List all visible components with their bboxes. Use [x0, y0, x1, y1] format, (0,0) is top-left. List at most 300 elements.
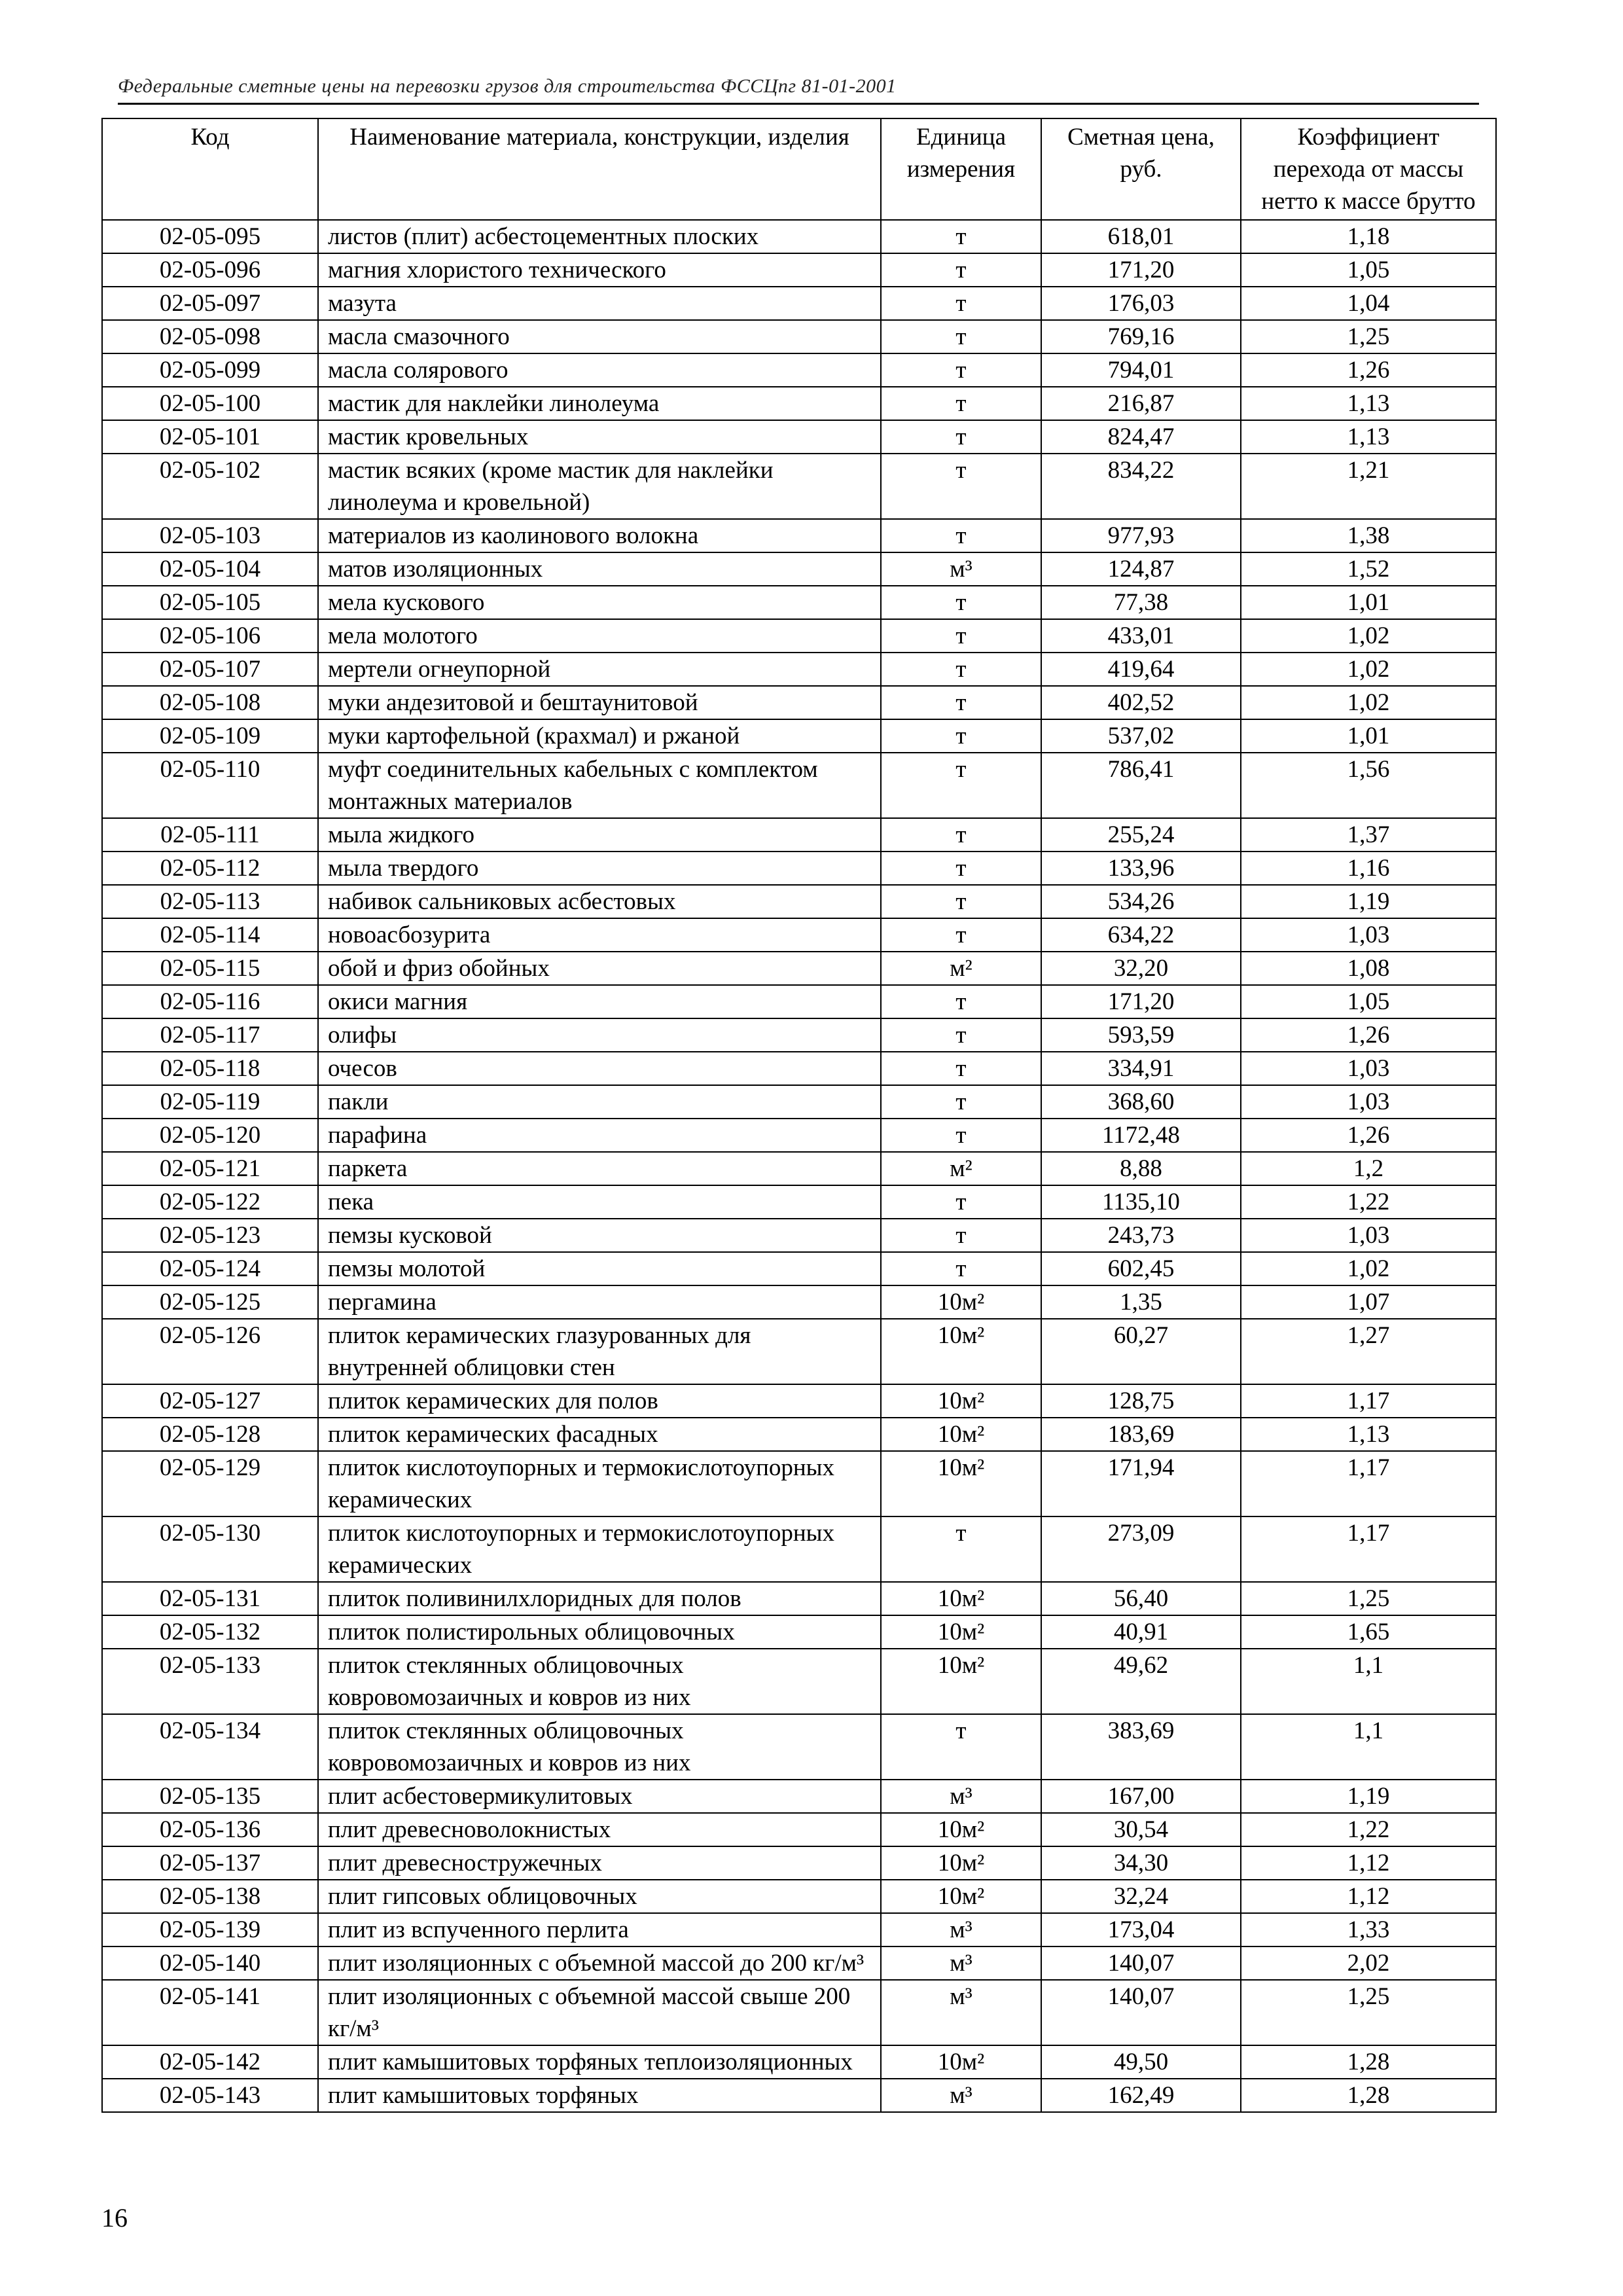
coefficient-cell: 2,02 — [1241, 1946, 1496, 1980]
price-table — [101, 118, 1497, 2113]
code-cell: 02-05-119 — [102, 1085, 318, 1119]
price-cell: 1135,10 — [1041, 1185, 1241, 1219]
price-cell: 34,30 — [1041, 1846, 1241, 1880]
coefficient-cell: 1,01 — [1241, 719, 1496, 753]
table-row — [102, 1615, 1496, 1649]
price-cell: 602,45 — [1041, 1252, 1241, 1285]
price-cell: 794,01 — [1041, 353, 1241, 387]
code-cell: 02-05-127 — [102, 1384, 318, 1418]
table-row — [102, 753, 1496, 818]
price-cell: 977,93 — [1041, 519, 1241, 552]
code-cell: 02-05-098 — [102, 320, 318, 353]
coefficient-cell: 1,17 — [1241, 1516, 1496, 1582]
table-row — [102, 287, 1496, 320]
name-cell: плит камышитовых торфяных теплоизоляционных — [318, 2045, 881, 2079]
code-cell: 02-05-115 — [102, 952, 318, 985]
code-cell: 02-05-124 — [102, 1252, 318, 1285]
unit-cell: м³ — [881, 1913, 1041, 1946]
name-cell: плит изоляционных с объемной массой свыше 200 кг/м³ — [318, 1980, 881, 2045]
price-cell: 32,20 — [1041, 952, 1241, 985]
code-cell: 02-05-123 — [102, 1219, 318, 1252]
table-row — [102, 519, 1496, 552]
table-row — [102, 1219, 1496, 1252]
name-cell: окиси магния — [318, 985, 881, 1018]
unit-cell: 10м² — [881, 1582, 1041, 1615]
price-cell: 49,62 — [1041, 1649, 1241, 1714]
column-header-code: Код — [102, 118, 318, 220]
code-cell: 02-05-140 — [102, 1946, 318, 1980]
table-row — [102, 586, 1496, 619]
name-cell: муки андезитовой и бештаунитовой — [318, 686, 881, 719]
coefficient-cell: 1,25 — [1241, 1582, 1496, 1615]
column-header-coefficient: Коэффициент перехода от массы нетто к массе брутто — [1241, 118, 1496, 220]
code-cell: 02-05-122 — [102, 1185, 318, 1219]
coefficient-cell: 1,02 — [1241, 619, 1496, 653]
unit-cell: т — [881, 519, 1041, 552]
name-cell: мазута — [318, 287, 881, 320]
price-cell: 618,01 — [1041, 220, 1241, 253]
code-cell: 02-05-106 — [102, 619, 318, 653]
unit-cell: т — [881, 1119, 1041, 1152]
coefficient-cell: 1,52 — [1241, 552, 1496, 586]
name-cell: плит гипсовых облицовочных — [318, 1880, 881, 1913]
code-cell: 02-05-100 — [102, 387, 318, 420]
name-cell: плиток кислотоупорных и термокислотоупорных керамических — [318, 1451, 881, 1516]
code-cell: 02-05-108 — [102, 686, 318, 719]
name-cell: масла смазочного — [318, 320, 881, 353]
code-cell: 02-05-102 — [102, 454, 318, 519]
unit-cell: т — [881, 653, 1041, 686]
price-cell: 534,26 — [1041, 885, 1241, 918]
name-cell: обой и фриз обойных — [318, 952, 881, 985]
table-row — [102, 1714, 1496, 1780]
coefficient-cell: 1,03 — [1241, 1085, 1496, 1119]
unit-cell: т — [881, 1018, 1041, 1052]
table-row — [102, 1813, 1496, 1846]
code-cell: 02-05-143 — [102, 2079, 318, 2112]
unit-cell: т — [881, 1052, 1041, 1085]
table-row — [102, 1582, 1496, 1615]
price-cell: 273,09 — [1041, 1516, 1241, 1582]
coefficient-cell: 1,13 — [1241, 387, 1496, 420]
table-row — [102, 1319, 1496, 1384]
code-cell: 02-05-111 — [102, 818, 318, 852]
table-row — [102, 918, 1496, 952]
unit-cell: м³ — [881, 1780, 1041, 1813]
name-cell: новоасбозурита — [318, 918, 881, 952]
code-cell: 02-05-133 — [102, 1649, 318, 1714]
unit-cell: 10м² — [881, 2045, 1041, 2079]
table-row — [102, 1018, 1496, 1052]
price-cell: 30,54 — [1041, 1813, 1241, 1846]
unit-cell: м³ — [881, 1946, 1041, 1980]
price-cell: 171,20 — [1041, 253, 1241, 287]
table-row — [102, 719, 1496, 753]
code-cell: 02-05-103 — [102, 519, 318, 552]
unit-cell: 10м² — [881, 1615, 1041, 1649]
name-cell: пека — [318, 1185, 881, 1219]
coefficient-cell: 1,27 — [1241, 1319, 1496, 1384]
table-row — [102, 1780, 1496, 1813]
coefficient-cell: 1,26 — [1241, 1018, 1496, 1052]
price-cell: 1,35 — [1041, 1285, 1241, 1319]
coefficient-cell: 1,03 — [1241, 1052, 1496, 1085]
unit-cell: т — [881, 619, 1041, 653]
price-cell: 171,94 — [1041, 1451, 1241, 1516]
name-cell: плиток керамических глазурованных для внутренней облицовки стен — [318, 1319, 881, 1384]
price-cell: 183,69 — [1041, 1418, 1241, 1451]
code-cell: 02-05-121 — [102, 1152, 318, 1185]
coefficient-cell: 1,12 — [1241, 1880, 1496, 1913]
coefficient-cell: 1,02 — [1241, 686, 1496, 719]
coefficient-cell: 1,12 — [1241, 1846, 1496, 1880]
unit-cell: 10м² — [881, 1384, 1041, 1418]
price-cell: 824,47 — [1041, 420, 1241, 454]
price-cell: 433,01 — [1041, 619, 1241, 653]
unit-cell: т — [881, 320, 1041, 353]
page-number: 16 — [101, 2203, 128, 2233]
name-cell: плит древесноволокнистых — [318, 1813, 881, 1846]
unit-cell: т — [881, 586, 1041, 619]
code-cell: 02-05-116 — [102, 985, 318, 1018]
coefficient-cell: 1,17 — [1241, 1384, 1496, 1418]
price-cell: 593,59 — [1041, 1018, 1241, 1052]
unit-cell: т — [881, 1085, 1041, 1119]
table-row — [102, 885, 1496, 918]
code-cell: 02-05-130 — [102, 1516, 318, 1582]
code-cell: 02-05-125 — [102, 1285, 318, 1319]
price-cell: 786,41 — [1041, 753, 1241, 818]
code-cell: 02-05-120 — [102, 1119, 318, 1152]
price-cell: 49,50 — [1041, 2045, 1241, 2079]
price-cell: 60,27 — [1041, 1319, 1241, 1384]
code-cell: 02-05-114 — [102, 918, 318, 952]
code-cell: 02-05-137 — [102, 1846, 318, 1880]
coefficient-cell: 1,03 — [1241, 918, 1496, 952]
table-row — [102, 1946, 1496, 1980]
price-cell: 171,20 — [1041, 985, 1241, 1018]
unit-cell: т — [881, 1516, 1041, 1582]
table-row — [102, 320, 1496, 353]
price-cell: 56,40 — [1041, 1582, 1241, 1615]
unit-cell: м² — [881, 1152, 1041, 1185]
unit-cell: 10м² — [881, 1813, 1041, 1846]
name-cell: муки картофельной (крахмал) и ржаной — [318, 719, 881, 753]
coefficient-cell: 1,13 — [1241, 1418, 1496, 1451]
price-cell: 255,24 — [1041, 818, 1241, 852]
unit-cell: т — [881, 387, 1041, 420]
table-row — [102, 1980, 1496, 2045]
table-row — [102, 1185, 1496, 1219]
table-row — [102, 653, 1496, 686]
name-cell: плит камышитовых торфяных — [318, 2079, 881, 2112]
price-cell: 634,22 — [1041, 918, 1241, 952]
code-cell: 02-05-134 — [102, 1714, 318, 1780]
table-row — [102, 220, 1496, 253]
code-cell: 02-05-099 — [102, 353, 318, 387]
code-cell: 02-05-117 — [102, 1018, 318, 1052]
coefficient-cell: 1,22 — [1241, 1185, 1496, 1219]
coefficient-cell: 1,19 — [1241, 885, 1496, 918]
unit-cell: т — [881, 985, 1041, 1018]
unit-cell: т — [881, 420, 1041, 454]
code-cell: 02-05-138 — [102, 1880, 318, 1913]
price-cell: 128,75 — [1041, 1384, 1241, 1418]
running-header: Федеральные сметные цены на перевозки грузов для строительства ФССЦпг 81-01-2001 — [118, 75, 897, 97]
table-row — [102, 2079, 1496, 2112]
table-row — [102, 420, 1496, 454]
unit-cell: т — [881, 1219, 1041, 1252]
code-cell: 02-05-139 — [102, 1913, 318, 1946]
unit-cell: м³ — [881, 552, 1041, 586]
table-row — [102, 1451, 1496, 1516]
name-cell: мертели огнеупорной — [318, 653, 881, 686]
code-cell: 02-05-105 — [102, 586, 318, 619]
name-cell: мела молотого — [318, 619, 881, 653]
coefficient-cell: 1,33 — [1241, 1913, 1496, 1946]
column-header-unit: Единица измерения — [881, 118, 1041, 220]
coefficient-cell: 1,2 — [1241, 1152, 1496, 1185]
unit-cell: т — [881, 253, 1041, 287]
coefficient-cell: 1,25 — [1241, 1980, 1496, 2045]
price-cell: 40,91 — [1041, 1615, 1241, 1649]
unit-cell: 10м² — [881, 1285, 1041, 1319]
unit-cell: т — [881, 719, 1041, 753]
name-cell: мела кускового — [318, 586, 881, 619]
coefficient-cell: 1,02 — [1241, 653, 1496, 686]
coefficient-cell: 1,28 — [1241, 2045, 1496, 2079]
name-cell: очесов — [318, 1052, 881, 1085]
coefficient-cell: 1,05 — [1241, 253, 1496, 287]
price-cell: 383,69 — [1041, 1714, 1241, 1780]
unit-cell: т — [881, 353, 1041, 387]
table-row — [102, 619, 1496, 653]
unit-cell: 10м² — [881, 1846, 1041, 1880]
code-cell: 02-05-142 — [102, 2045, 318, 2079]
price-cell: 769,16 — [1041, 320, 1241, 353]
unit-cell: т — [881, 287, 1041, 320]
table-row — [102, 1516, 1496, 1582]
table-row — [102, 1846, 1496, 1880]
table-row — [102, 1085, 1496, 1119]
coefficient-cell: 1,22 — [1241, 1813, 1496, 1846]
unit-cell: 10м² — [881, 1880, 1041, 1913]
table-row — [102, 1649, 1496, 1714]
unit-cell: т — [881, 885, 1041, 918]
table-row — [102, 1913, 1496, 1946]
table-row — [102, 454, 1496, 519]
table-row — [102, 1052, 1496, 1085]
name-cell: плит древесностружечных — [318, 1846, 881, 1880]
name-cell: пемзы кусковой — [318, 1219, 881, 1252]
table-row — [102, 1285, 1496, 1319]
price-cell: 162,49 — [1041, 2079, 1241, 2112]
code-cell: 02-05-107 — [102, 653, 318, 686]
code-cell: 02-05-095 — [102, 220, 318, 253]
code-cell: 02-05-113 — [102, 885, 318, 918]
table-row — [102, 2045, 1496, 2079]
code-cell: 02-05-136 — [102, 1813, 318, 1846]
price-cell: 176,03 — [1041, 287, 1241, 320]
coefficient-cell: 1,26 — [1241, 353, 1496, 387]
table-row — [102, 1119, 1496, 1152]
code-cell: 02-05-132 — [102, 1615, 318, 1649]
header-rule — [118, 103, 1479, 105]
code-cell: 02-05-118 — [102, 1052, 318, 1085]
coefficient-cell: 1,1 — [1241, 1649, 1496, 1714]
unit-cell: м³ — [881, 1980, 1041, 2045]
code-cell: 02-05-131 — [102, 1582, 318, 1615]
coefficient-cell: 1,21 — [1241, 454, 1496, 519]
coefficient-cell: 1,56 — [1241, 753, 1496, 818]
name-cell: пемзы молотой — [318, 1252, 881, 1285]
price-cell: 402,52 — [1041, 686, 1241, 719]
coefficient-cell: 1,07 — [1241, 1285, 1496, 1319]
name-cell: пакли — [318, 1085, 881, 1119]
table-row — [102, 1418, 1496, 1451]
unit-cell: 10м² — [881, 1319, 1041, 1384]
name-cell: пергамина — [318, 1285, 881, 1319]
coefficient-cell: 1,16 — [1241, 852, 1496, 885]
name-cell: материалов из каолинового волокна — [318, 519, 881, 552]
table-row — [102, 552, 1496, 586]
coefficient-cell: 1,13 — [1241, 420, 1496, 454]
unit-cell: т — [881, 1252, 1041, 1285]
name-cell: плиток кислотоупорных и термокислотоупорных керамических — [318, 1516, 881, 1582]
name-cell: мастик кровельных — [318, 420, 881, 454]
coefficient-cell: 1,38 — [1241, 519, 1496, 552]
name-cell: мастик всяких (кроме мастик для наклейки линолеума и кровельной) — [318, 454, 881, 519]
table-row — [102, 387, 1496, 420]
coefficient-cell: 1,37 — [1241, 818, 1496, 852]
price-cell: 140,07 — [1041, 1946, 1241, 1980]
table-row — [102, 253, 1496, 287]
code-cell: 02-05-128 — [102, 1418, 318, 1451]
coefficient-cell: 1,03 — [1241, 1219, 1496, 1252]
table-row — [102, 1384, 1496, 1418]
unit-cell: т — [881, 852, 1041, 885]
column-header-name: Наименование материала, конструкции, изделия — [318, 118, 881, 220]
name-cell: плит изоляционных с объемной массой до 200 кг/м³ — [318, 1946, 881, 1980]
coefficient-cell: 1,1 — [1241, 1714, 1496, 1780]
name-cell: олифы — [318, 1018, 881, 1052]
table-row — [102, 985, 1496, 1018]
name-cell: матов изоляционных — [318, 552, 881, 586]
name-cell: масла солярового — [318, 353, 881, 387]
name-cell: набивок сальниковых асбестовых — [318, 885, 881, 918]
table-row — [102, 852, 1496, 885]
unit-cell: т — [881, 220, 1041, 253]
name-cell: плиток керамических для полов — [318, 1384, 881, 1418]
unit-cell: т — [881, 918, 1041, 952]
name-cell: листов (плит) асбестоцементных плоских — [318, 220, 881, 253]
name-cell: мастик для наклейки линолеума — [318, 387, 881, 420]
unit-cell: т — [881, 818, 1041, 852]
coefficient-cell: 1,26 — [1241, 1119, 1496, 1152]
code-cell: 02-05-110 — [102, 753, 318, 818]
price-cell: 124,87 — [1041, 552, 1241, 586]
coefficient-cell: 1,17 — [1241, 1451, 1496, 1516]
name-cell: мыла твердого — [318, 852, 881, 885]
unit-cell: 10м² — [881, 1451, 1041, 1516]
table-row — [102, 1152, 1496, 1185]
table-row — [102, 952, 1496, 985]
table-row — [102, 686, 1496, 719]
table-header-row — [102, 118, 1496, 220]
coefficient-cell: 1,28 — [1241, 2079, 1496, 2112]
code-cell: 02-05-096 — [102, 253, 318, 287]
coefficient-cell: 1,08 — [1241, 952, 1496, 985]
unit-cell: 10м² — [881, 1418, 1041, 1451]
name-cell: магния хлористого технического — [318, 253, 881, 287]
price-cell: 32,24 — [1041, 1880, 1241, 1913]
coefficient-cell: 1,18 — [1241, 220, 1496, 253]
unit-cell: т — [881, 753, 1041, 818]
price-cell: 537,02 — [1041, 719, 1241, 753]
column-header-price: Сметная цена, руб. — [1041, 118, 1241, 220]
name-cell: плиток стеклянных облицовочных ковровомозаичных и ковров из них — [318, 1714, 881, 1780]
name-cell: паркета — [318, 1152, 881, 1185]
name-cell: парафина — [318, 1119, 881, 1152]
table-row — [102, 818, 1496, 852]
unit-cell: м² — [881, 952, 1041, 985]
coefficient-cell: 1,25 — [1241, 320, 1496, 353]
price-cell: 140,07 — [1041, 1980, 1241, 2045]
coefficient-cell: 1,02 — [1241, 1252, 1496, 1285]
price-cell: 167,00 — [1041, 1780, 1241, 1813]
price-cell: 368,60 — [1041, 1085, 1241, 1119]
price-cell: 834,22 — [1041, 454, 1241, 519]
price-cell: 419,64 — [1041, 653, 1241, 686]
code-cell: 02-05-101 — [102, 420, 318, 454]
price-cell: 77,38 — [1041, 586, 1241, 619]
unit-cell: т — [881, 686, 1041, 719]
coefficient-cell: 1,04 — [1241, 287, 1496, 320]
price-cell: 1172,48 — [1041, 1119, 1241, 1152]
price-cell: 334,91 — [1041, 1052, 1241, 1085]
table-row — [102, 353, 1496, 387]
table-body — [102, 220, 1496, 2112]
name-cell: плиток стеклянных облицовочных ковровомозаичных и ковров из них — [318, 1649, 881, 1714]
code-cell: 02-05-109 — [102, 719, 318, 753]
price-cell: 8,88 — [1041, 1152, 1241, 1185]
name-cell: плиток керамических фасадных — [318, 1418, 881, 1451]
table-row — [102, 1252, 1496, 1285]
code-cell: 02-05-104 — [102, 552, 318, 586]
name-cell: плиток поливинилхлоридных для полов — [318, 1582, 881, 1615]
coefficient-cell: 1,01 — [1241, 586, 1496, 619]
code-cell: 02-05-129 — [102, 1451, 318, 1516]
name-cell: муфт соединительных кабельных с комплектом монтажных материалов — [318, 753, 881, 818]
code-cell: 02-05-112 — [102, 852, 318, 885]
code-cell: 02-05-135 — [102, 1780, 318, 1813]
unit-cell: т — [881, 1185, 1041, 1219]
code-cell: 02-05-097 — [102, 287, 318, 320]
coefficient-cell: 1,65 — [1241, 1615, 1496, 1649]
price-cell: 216,87 — [1041, 387, 1241, 420]
price-cell: 243,73 — [1041, 1219, 1241, 1252]
price-cell: 133,96 — [1041, 852, 1241, 885]
name-cell: мыла жидкого — [318, 818, 881, 852]
coefficient-cell: 1,19 — [1241, 1780, 1496, 1813]
name-cell: плиток полистирольных облицовочных — [318, 1615, 881, 1649]
name-cell: плит асбестовермикулитовых — [318, 1780, 881, 1813]
coefficient-cell: 1,05 — [1241, 985, 1496, 1018]
code-cell: 02-05-126 — [102, 1319, 318, 1384]
unit-cell: м³ — [881, 2079, 1041, 2112]
name-cell: плит из вспученного перлита — [318, 1913, 881, 1946]
code-cell: 02-05-141 — [102, 1980, 318, 2045]
